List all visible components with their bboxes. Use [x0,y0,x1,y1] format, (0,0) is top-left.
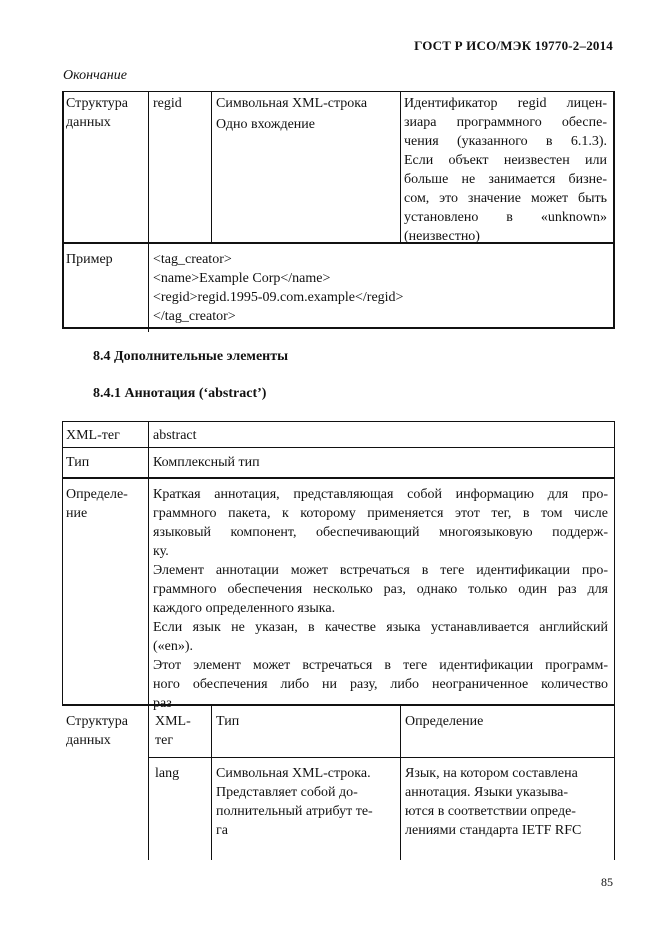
definition-line: аннотация. Языки указыва- [405,785,569,800]
table-rule [62,91,615,92]
example-line: </tag_creator> [153,309,236,324]
definition-line: Этот элемент может встречаться в теге идентификации программ- [153,658,608,673]
example-label: Пример [66,252,113,267]
table-rule [613,91,615,328]
type-line: Символьная XML-строка [216,96,368,111]
type-line: га [216,823,228,838]
table-rule [62,447,615,448]
section-heading-8-4: 8.4 Дополнительные элементы [93,349,289,364]
xml-tag-label: XML-тег [66,428,120,443]
definition-line: Краткая аннотация, представляющая собой информацию для про- [153,487,608,502]
structure-label-line: Структура [66,714,129,729]
definition-line: (неизвестно) [404,229,480,244]
table-rule [614,421,615,860]
table-rule [148,91,149,332]
structure-label: Структура данных [66,96,129,130]
definition-line: ку. [153,544,169,559]
element-name: lang [155,766,180,781]
type-label: Тип [66,455,90,470]
xml-tag-value: abstract [153,428,197,443]
type-line: Символьная XML-строка. [216,766,371,781]
example-line: <regid>regid.1995-09.com.example</regid> [153,290,404,305]
table-rule [148,421,149,860]
element-name: regid [153,96,182,111]
definition-line: чения (указанного в 6.1.3). [404,134,607,149]
definition-line: зиара программного обеспе- [404,115,607,130]
section-heading-8-4-1: 8.4.1 Аннотация (‘abstract’) [93,386,267,401]
definition-line: раз [153,696,172,711]
type-line: полнительный атрибут те- [216,804,373,819]
type-line: Одно вхождение [216,117,315,132]
column-header-line: тег [155,733,174,748]
element-definition [405,764,610,840]
table-rule [400,91,401,242]
element-definition [404,94,607,246]
structure-label-line: данных [66,733,111,748]
definition-label [66,485,146,523]
example-code [153,250,608,326]
definition-line: Идентификатор regid лицен- [404,96,607,111]
definition-label-line: Определе- [66,487,128,502]
table-rule [62,421,63,705]
column-header-line: XML- [155,714,191,729]
column-header-xml-tag [155,712,191,750]
definition-line: граммного обеспечения несколько раз, однако только один раз для [153,582,608,597]
example-line: <tag_creator> [153,252,232,267]
definition-line: Элемент аннотации может встречаться в теге идентификации про- [153,563,608,578]
definition-line: лениями стандарта IETF RFC [405,823,582,838]
column-header-type: Тип [216,714,240,729]
page-number: 85 [601,875,613,889]
table-rule [400,704,401,860]
element-type [216,94,396,134]
definition-line: Если объект неизвестен или [404,153,607,168]
definition-line: сом, это значение может быть [404,191,607,206]
definition-line: каждого определенного языка. [153,601,336,616]
table-rule [148,757,614,758]
table-rule [211,704,212,860]
table-rule [62,421,615,422]
definition-line: ются в соответствии опреде- [405,804,576,819]
type-line: Представляет собой до- [216,785,358,800]
document-header: ГОСТ Р ИСО/МЭК 19770-2–2014 [414,38,613,53]
example-line: <name>Example Corp</name> [153,271,331,286]
table-rule [62,91,64,328]
element-type [216,764,396,840]
table-rule [62,477,615,479]
continuation-label: Окончание [63,68,127,83]
definition-line: граммного пакета, к которому применяется этот тег, в том числе [153,506,608,521]
definition-line: Язык, на котором составлена [405,766,578,781]
table-rule [62,327,615,329]
definition-line: Если язык не указан, в качестве языка устанавливается английский [153,620,608,635]
definition-line: больше не занимается бизне- [404,172,607,187]
definition-line: установлено в «unknown» [404,210,607,225]
type-value: Комплексный тип [153,455,260,470]
definition-line: («en»). [153,639,194,654]
structure-label [66,712,146,750]
abstract-definition [153,485,608,713]
definition-line: ного обеспечения либо ни разу, либо неограниченное количество [153,677,608,692]
table-rule [211,91,212,242]
column-header-definition: Определение [405,714,484,729]
definition-line: языковый компонент, обеспечивающий многоязыковую поддерж- [153,525,608,540]
definition-label-line: ние [66,506,88,521]
